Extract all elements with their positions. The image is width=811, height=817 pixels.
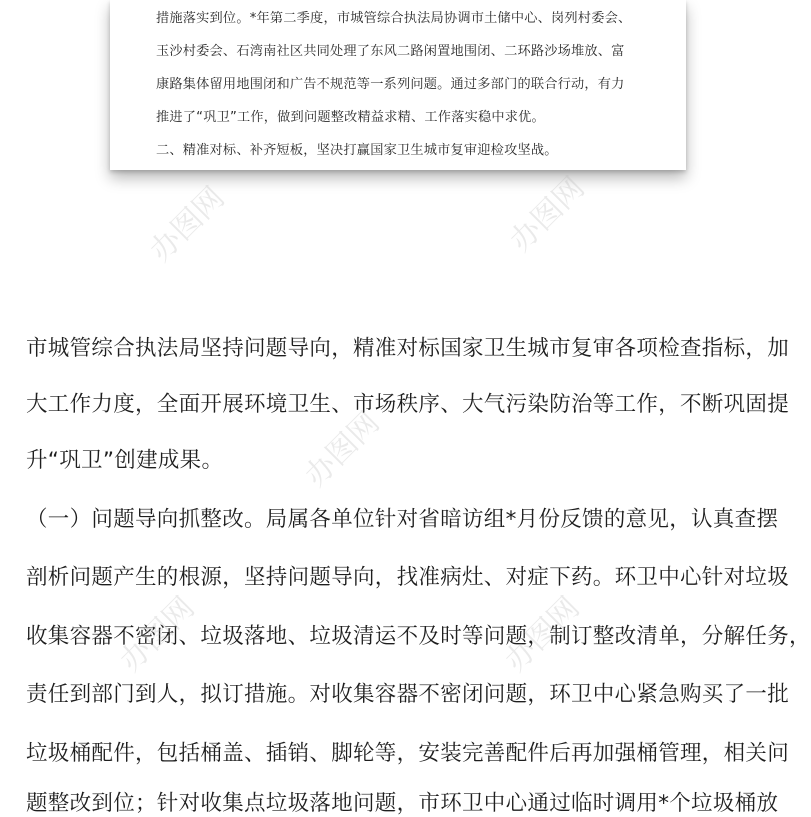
body-line-8: 垃圾桶配件，包括桶盖、插销、脚轮等，安装完善配件后再加强桶管理，相关问 xyxy=(26,741,790,766)
body-line-6: 收集容器不密闭、垃圾落地、垃圾清运不及时等问题，制订整改清单，分解任务， xyxy=(26,624,811,649)
body-line-2: 大工作力度，全面开展环境卫生、市场秩序、大气污染防治等工作，不断巩固提 xyxy=(26,392,790,417)
preview-line-4: 推进了“巩卫”工作，做到问题整改精益求精、工作落实稳中求优。 xyxy=(156,110,545,125)
watermark: 办图网 xyxy=(503,170,592,259)
document-preview-card xyxy=(110,0,686,170)
watermark: 办图网 xyxy=(113,590,202,679)
preview-line-2: 玉沙村委会、石湾南社区共同处理了东风二路闲置地围闭、二环路沙场堆放、富 xyxy=(156,44,625,59)
watermark: 办图网 xyxy=(143,180,232,269)
preview-line-1: 措施落实到位。*年第二季度，市城管综合执法局协调市土储中心、岗列村委会、 xyxy=(156,11,632,26)
body-line-7: 责任到部门到人，拟订措施。对收集容器不密闭问题，环卫中心紧急购买了一批 xyxy=(26,682,790,707)
preview-line-3: 康路集体留用地围闭和广告不规范等一系列问题。通过多部门的联合行动，有力 xyxy=(156,77,625,92)
body-line-9: 题整改到位；针对收集点垃圾落地问题，市环卫中心通过临时调用*个垃圾桶放 xyxy=(26,791,779,816)
watermark: 办图网 xyxy=(498,590,587,679)
preview-line-5: 二、精准对标、补齐短板，坚决打赢国家卫生城市复审迎检攻坚战。 xyxy=(156,143,558,158)
watermark: 办图网 xyxy=(298,405,387,494)
body-line-1: 市城管综合执法局坚持问题导向，精准对标国家卫生城市复审各项检查指标，加 xyxy=(26,336,790,361)
body-line-3: 升“巩卫”创建成果。 xyxy=(26,448,224,473)
body-line-4: （一）问题导向抓整改。局属各单位针对省暗访组*月份反馈的意见，认真查摆 xyxy=(26,507,779,532)
body-line-5: 剖析问题产生的根源，坚持问题导向，找准病灶、对症下药。环卫中心针对垃圾 xyxy=(26,565,790,590)
